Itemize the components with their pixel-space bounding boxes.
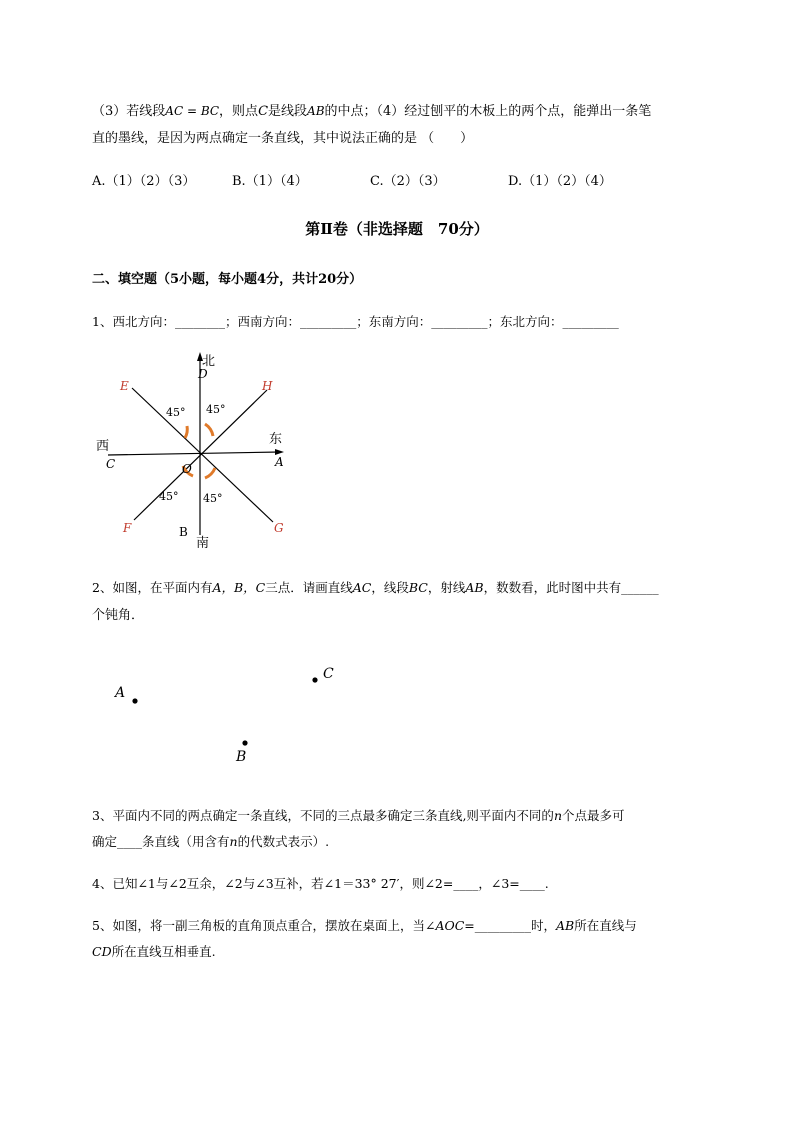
q-prev-line2: 直的墨线，是因为两点确定一条直线，其中说法正确的是 （ ） (92, 131, 474, 146)
we-line (108, 452, 280, 455)
q4-text: 4、已知∠1与∠2互余，∠2与∠3互补，若∠1＝33° 27′，则∠2=____，∠3=____. (92, 876, 549, 891)
q1-text: 1、西北方向：________；西南方向：_________；东南方向：_________；东北方向：_________ (92, 314, 619, 329)
math-eq: AC = BC (165, 104, 220, 118)
q5-line2 (92, 942, 216, 960)
label-east: 东 (269, 432, 283, 447)
label-g: G (274, 521, 284, 535)
math-var: CD (92, 944, 112, 959)
q5-line1 (92, 916, 637, 934)
math-var: AB (556, 918, 575, 933)
q2-line2: 个钝角． (92, 608, 145, 623)
math-var: A，B，C (212, 580, 266, 595)
text: 确定____条直线（用含有 (92, 834, 230, 849)
label-f: F (123, 521, 132, 535)
point-a (132, 698, 137, 703)
q3-line1 (92, 806, 625, 824)
label-point-a: A (115, 685, 126, 701)
text: 三点．请画直线 (265, 580, 353, 595)
text: 所在直线与 (574, 918, 637, 933)
label-d: D (198, 367, 208, 381)
math-var: AC (352, 580, 372, 595)
text: ，射线 (427, 580, 466, 595)
section-title: 二、填空题（5小题，每小题4分，共计20分） (92, 272, 363, 287)
label-o: O (182, 462, 192, 476)
point-c (312, 677, 317, 682)
point-b (242, 740, 247, 745)
angle-label-se: 45° (203, 492, 223, 505)
math-expr: ∠AOC (424, 918, 465, 933)
text: 5、如图，将一副三角板的直角顶点重合，摆放在桌面上，当 (92, 918, 425, 933)
text: =_________时， (464, 918, 557, 933)
compass-figure (90, 350, 310, 550)
points-figure (105, 660, 365, 770)
q-prev-line1 (92, 100, 651, 119)
math-var: BC (408, 580, 428, 595)
label-a: A (275, 455, 284, 469)
part2-title: 第Ⅱ卷（非选择题 70分） (305, 220, 489, 238)
math-var: AB (307, 104, 325, 118)
label-point-c: C (323, 666, 334, 682)
q3-line2 (92, 832, 329, 850)
text: 2、如图，在平面内有 (92, 580, 213, 595)
q2-line1 (92, 578, 659, 596)
label-south: 南 (196, 536, 210, 550)
label-b: B (179, 525, 188, 539)
text: 是线段 (268, 104, 308, 119)
label-e: E (120, 379, 129, 393)
math-var: C (258, 104, 269, 119)
option-b: B.（1）（4） (232, 174, 308, 189)
label-point-b: B (236, 749, 247, 765)
text: 的代数式表示）. (237, 834, 330, 849)
option-d: D.（1）（2）（4） (508, 174, 612, 189)
angle-arc-ne (205, 424, 213, 436)
math-var: n (229, 834, 238, 849)
option-a: A.（1）（2）（3） (92, 174, 196, 189)
text: ，则点 (219, 104, 259, 119)
label-north: 北 (202, 354, 216, 369)
angle-label-ne: 45° (206, 403, 226, 416)
text: 个点最多可 (562, 808, 625, 823)
math-var: n (553, 808, 562, 823)
angle-arc-nw (185, 426, 187, 438)
angle-arc-se (205, 468, 215, 478)
text: 所在直线互相垂直. (111, 944, 216, 959)
label-h: H (262, 379, 273, 393)
label-west: 西 (96, 439, 110, 454)
text: （3）若线段 (92, 104, 166, 119)
option-c: C.（2）（3） (370, 174, 446, 189)
label-c: C (106, 457, 116, 471)
text: ，线段 (371, 580, 409, 595)
angle-label-sw: 45° (159, 490, 179, 503)
angle-label-nw: 45° (166, 406, 186, 419)
text: 的中点；（4）经过刨平的木板上的两个点，能弹出一条笔 (324, 104, 652, 119)
math-var: AB (465, 580, 484, 595)
text: ，数数看，此时图中共有______ (483, 580, 659, 595)
text: 3、平面内不同的两点确定一条直线，不同的三点最多确定三条直线,则平面内不同的 (92, 808, 554, 823)
